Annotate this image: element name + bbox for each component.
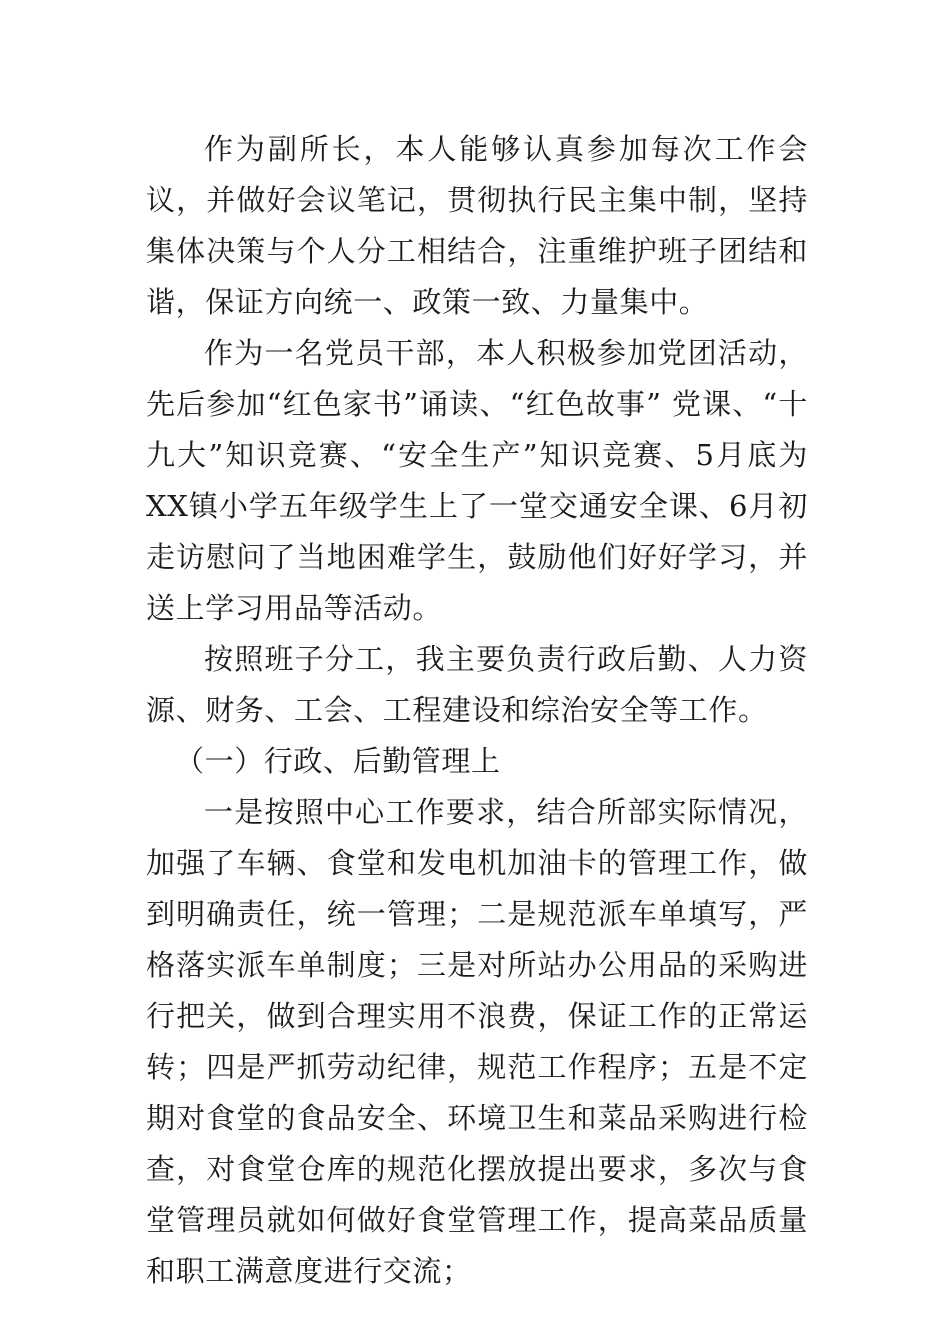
paragraph-division-of-work: 按照班子分工，我主要负责行政后勤、人力资源、财务、工会、工程建设和综治安全等工作。 [146, 642, 808, 727]
section-heading-admin-logistics: （一）行政、后勤管理上 [175, 744, 501, 778]
document-body [146, 124, 808, 1297]
paragraph-admin-logistics-details: 一是按照中心工作要求，结合所部实际情况，加强了车辆、食堂和发电机加油卡的管理工作，做到明确责任，统一管理；二是规范派车单填写，严格落实派车单制度；三是对所站办公用品的采购进行把关，做到合理实用不浪费，保证工作的正常运转；四是严抓劳动纪律，规范工作程序；五是不定期对食堂的食品安全、环境卫生和菜品采购进行检查，对食堂仓库的规范化摆放提出要求，多次与食堂管理员就如何做好食堂管理工作，提高菜品质量和职工满意度进行交流； [146, 795, 808, 1288]
paragraph-party-activities: 作为一名党员干部，本人积极参加党团活动，先后参加“红色家书”诵读、“红色故事” 党课、“十九大”知识竞赛、“安全生产”知识竞赛、5月底为XX镇小学五年级学生上了一堂交通安全课、6月初走访慰问了当地困难学生，鼓励他们好好学习，并送上学习用品等活动。 [146, 336, 808, 625]
paragraph-duty-meetings: 作为副所长，本人能够认真参加每次工作会议，并做好会议笔记，贯彻执行民主集中制，坚持集体决策与个人分工相结合，注重维护班子团结和谐，保证方向统一、政策一致、力量集中。 [146, 132, 808, 319]
